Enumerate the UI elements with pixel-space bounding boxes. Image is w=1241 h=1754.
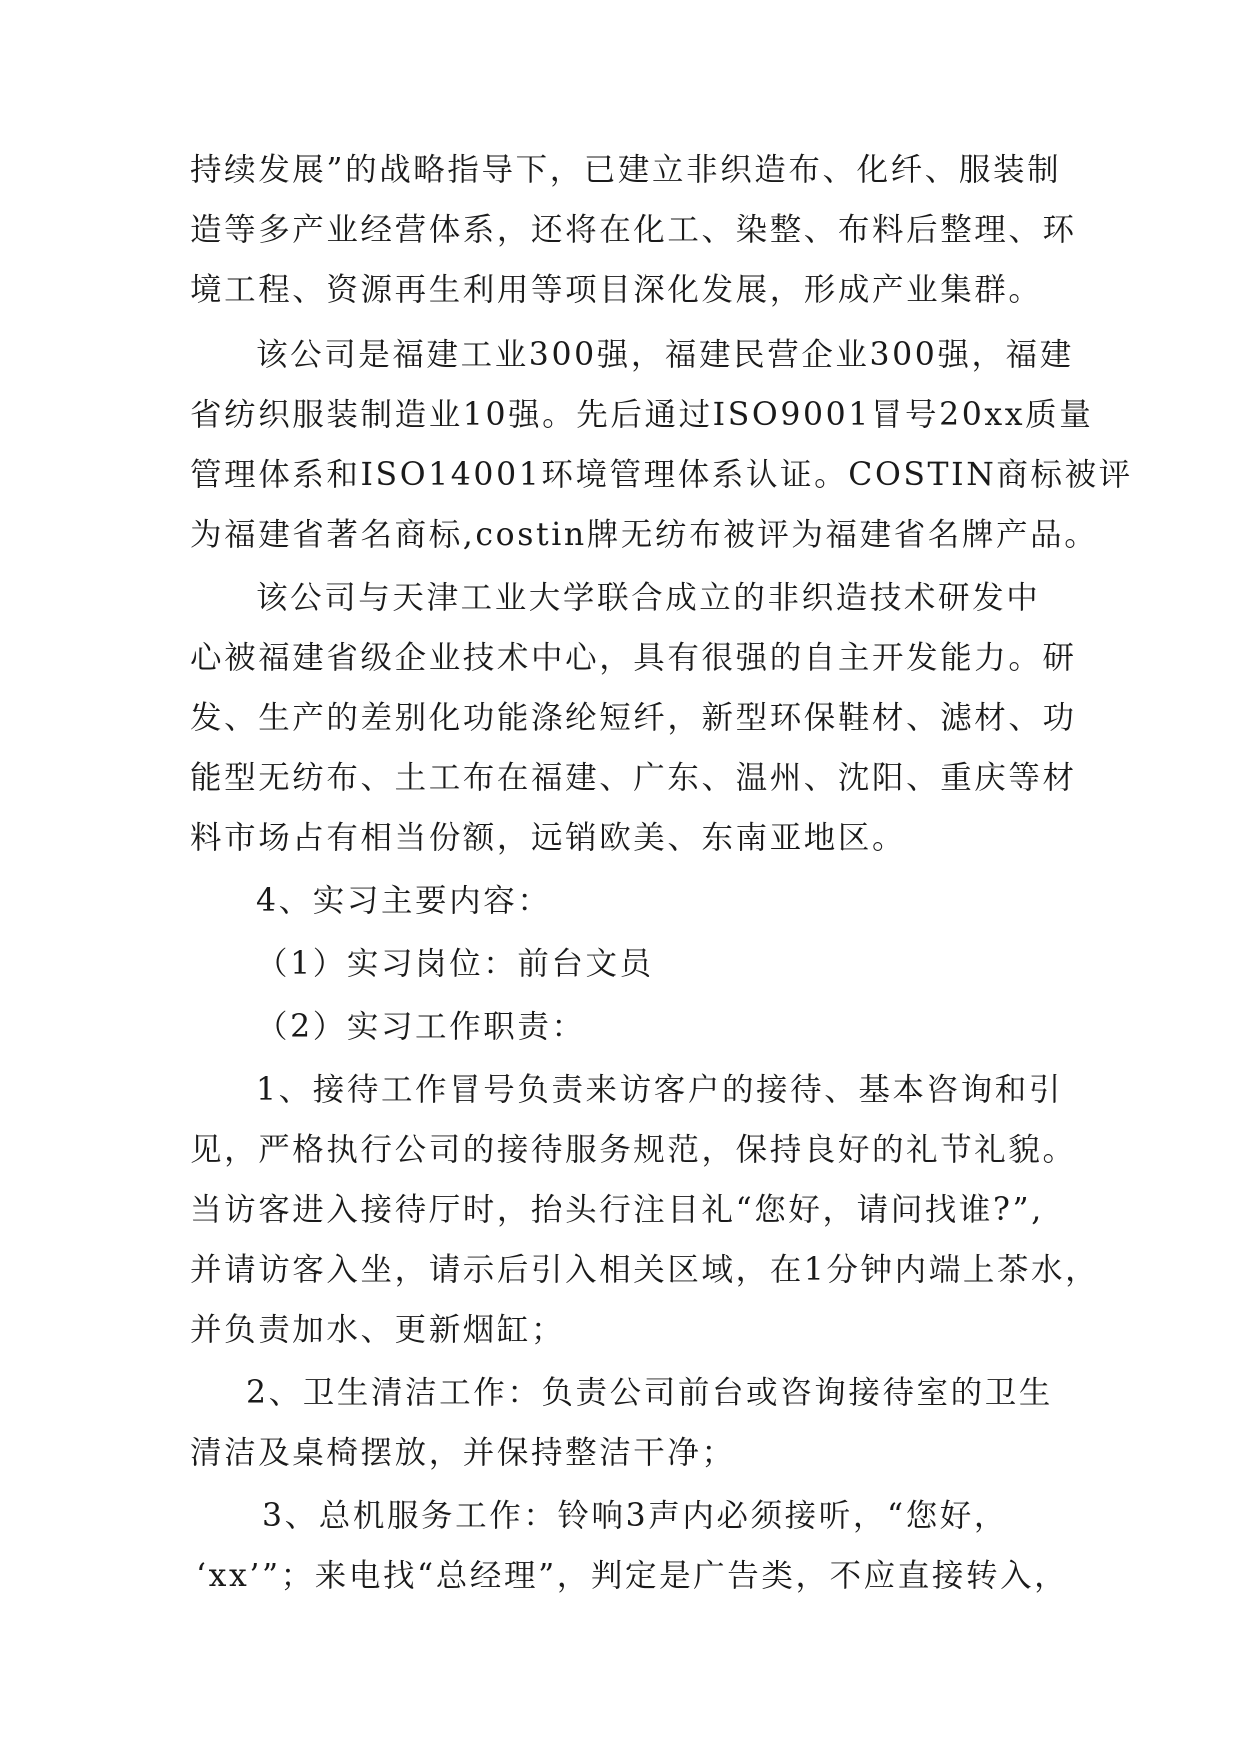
paragraph-line: 并请访客入坐，请示后引入相关区域，在1分钟内端上茶水， (190, 1252, 1100, 1288)
paragraph-line: 造等多产业经营体系，还将在化工、染整、布料后整理、环 (190, 212, 1077, 248)
paragraph-line: （2）实习工作职责： (256, 1009, 586, 1045)
paragraph-line: 并负责加水、更新烟缸； (190, 1312, 566, 1348)
paragraph-line: ‘xx’”；来电找“总经理”，判定是广告类，不应直接转入， (196, 1558, 1069, 1594)
paragraph-line: 1、接待工作冒号负责来访客户的接待、基本咨询和引 (256, 1072, 1063, 1108)
paragraph-line: 2、卫生清洁工作：负责公司前台或咨询接待室的卫生 (246, 1375, 1053, 1411)
paragraph-line: 持续发展”的战略指导下，已建立非织造布、化纤、服装制 (190, 152, 1062, 188)
paragraph-line: 管理体系和ISO14001环境管理体系认证。COSTIN商标被评 (190, 457, 1133, 493)
paragraph-line: 省纺织服装制造业10强。先后通过ISO9001冒号20xx质量 (190, 397, 1094, 433)
paragraph-line: 清洁及桌椅摆放，并保持整洁干净； (190, 1435, 736, 1471)
paragraph-line: 发、生产的差别化功能涤纶短纤，新型环保鞋材、滤材、功 (190, 700, 1077, 736)
paragraph-line: 为福建省著名商标,costin牌无纺布被评为福建省名牌产品。 (190, 517, 1099, 553)
paragraph-line: 境工程、资源再生利用等项目深化发展，形成产业集群。 (190, 272, 1043, 308)
paragraph-line: 料市场占有相当份额，远销欧美、东南亚地区。 (190, 820, 907, 856)
paragraph-line: 能型无纺布、土工布在福建、广东、温州、沈阳、重庆等材 (190, 760, 1077, 796)
paragraph-line: 心被福建省级企业技术中心，具有很强的自主开发能力。研 (190, 640, 1077, 676)
paragraph-line: 该公司与天津工业大学联合成立的非织造技术研发中 (256, 580, 1041, 616)
section-heading: 4、实习主要内容： (256, 883, 552, 919)
paragraph-line: 见，严格执行公司的接待服务规范，保持良好的礼节礼貌。 (190, 1132, 1077, 1168)
paragraph-line: 当访客进入接待厅时，抬头行注目礼“您好，请问找谁?”, (190, 1192, 1044, 1228)
paragraph-line: （1）实习岗位：前台文员 (256, 946, 654, 982)
paragraph-line: 该公司是福建工业300强，福建民营企业300强，福建 (256, 337, 1074, 373)
paragraph-line: 3、总机服务工作：铃响3声内必须接听，“您好， (262, 1498, 1008, 1534)
